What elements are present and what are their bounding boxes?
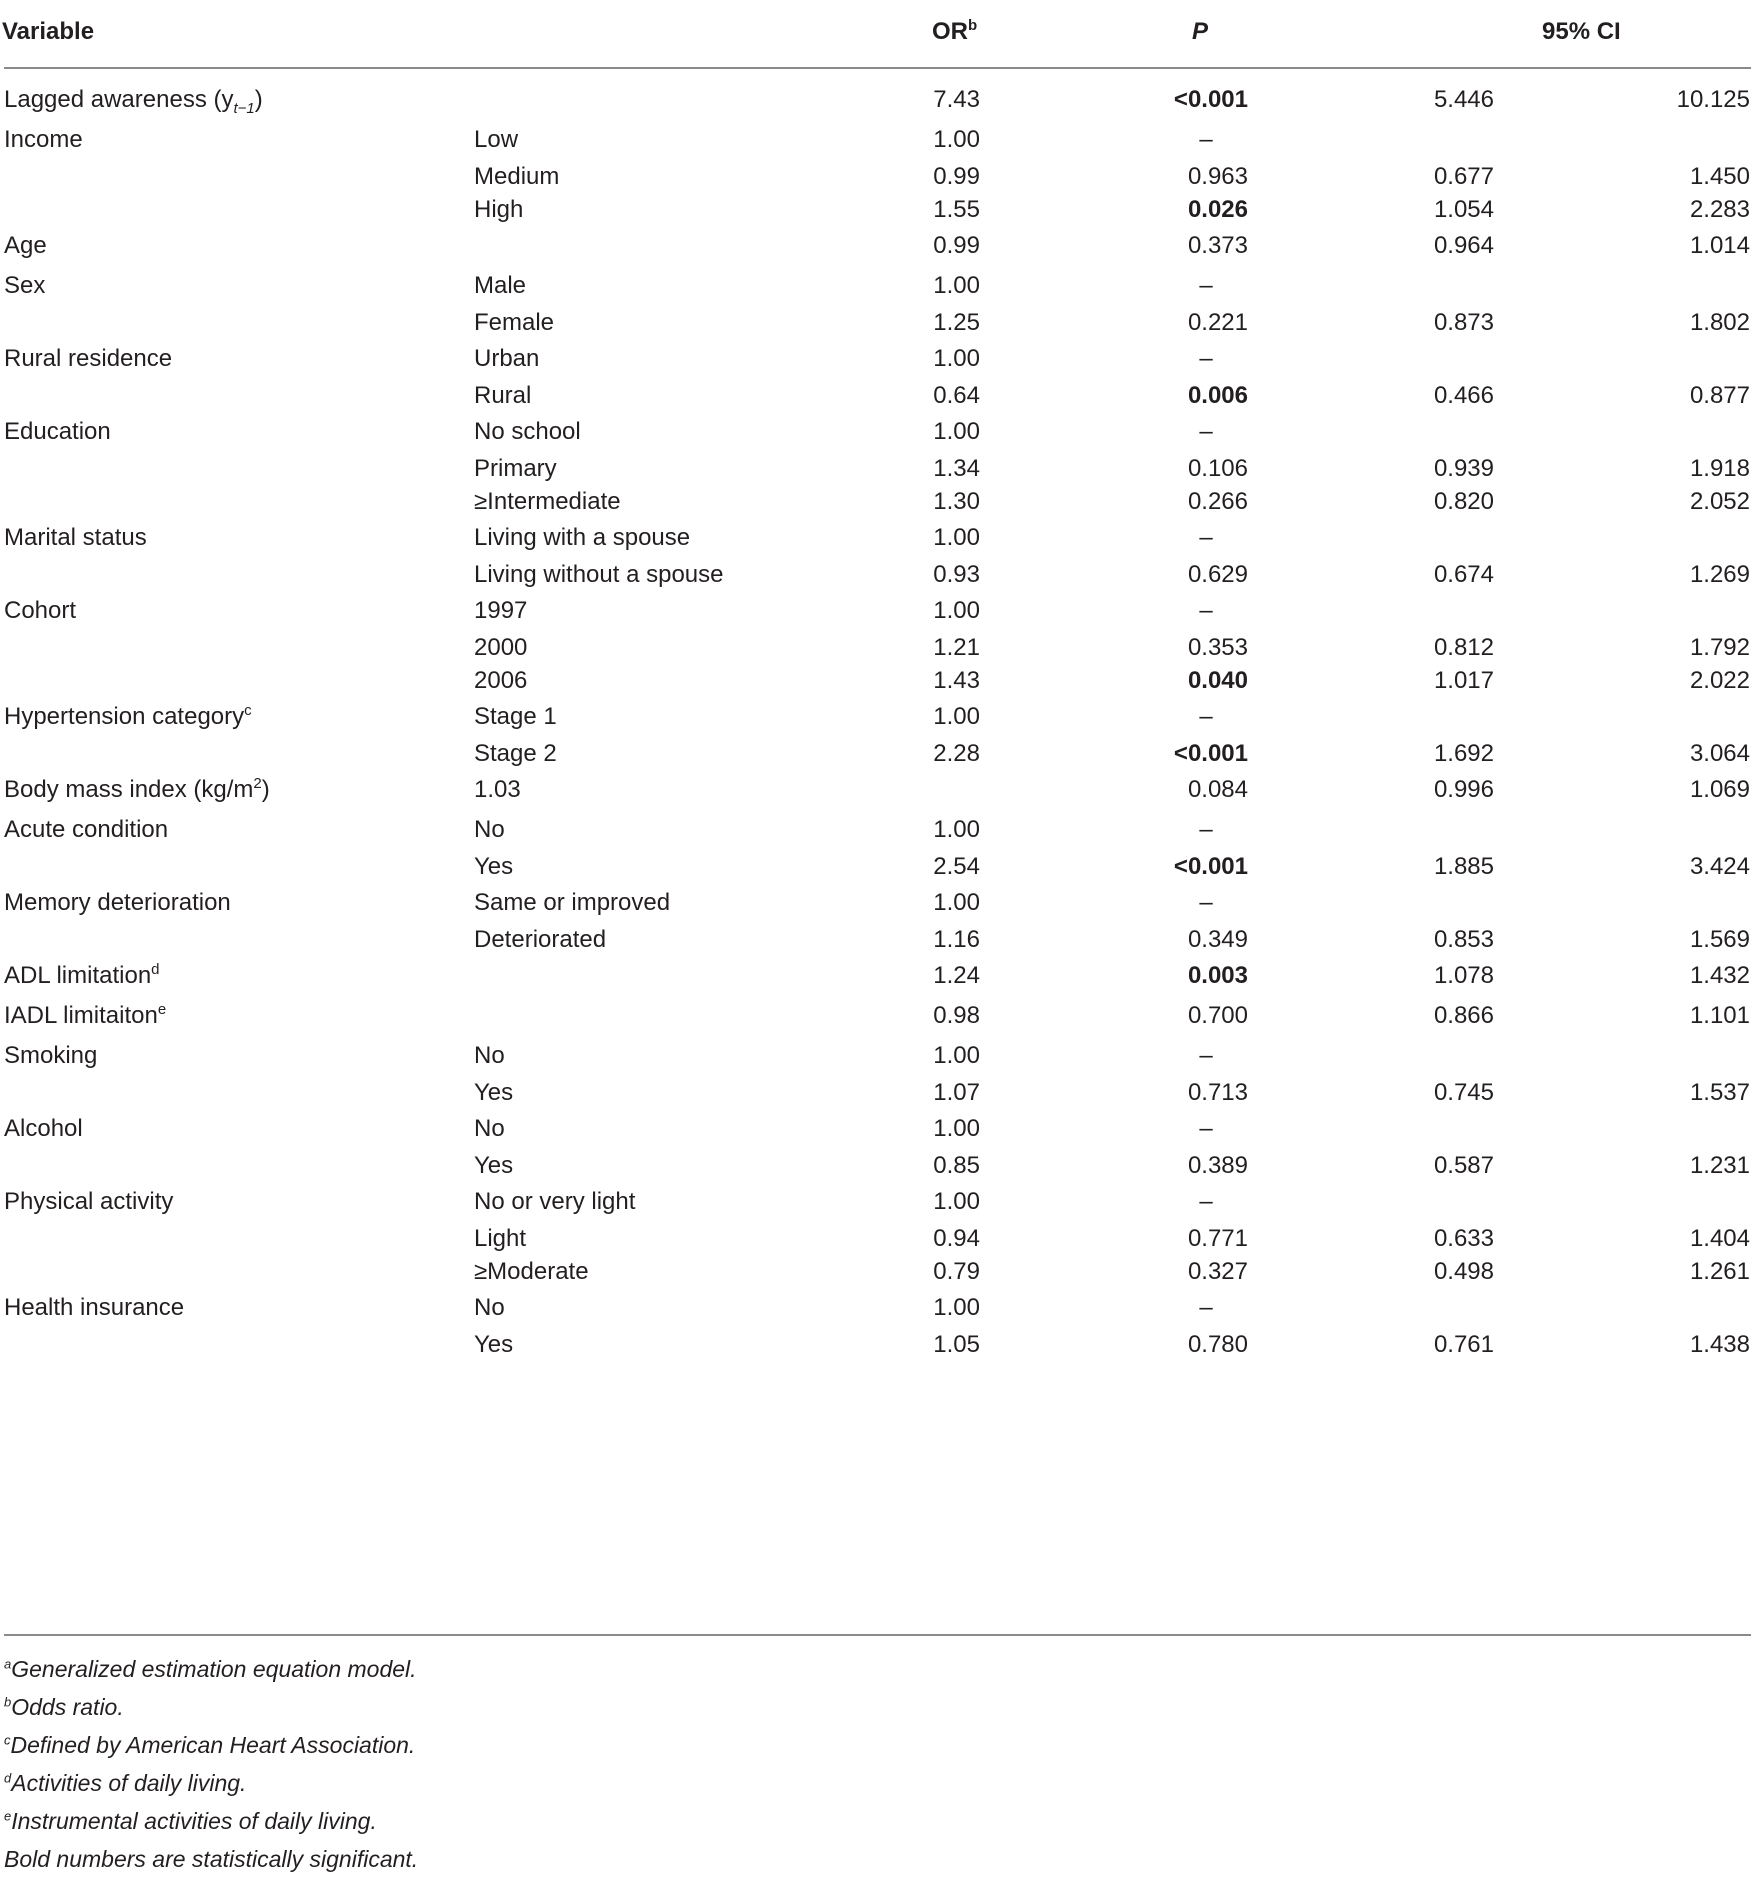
table-row [0, 1149, 1755, 1182]
cell-or: 1.21 [933, 634, 980, 661]
cell-level: 1997 [474, 597, 528, 624]
cell-or: 1.00 [933, 272, 980, 299]
table-row [0, 1328, 1755, 1361]
cell-or: 0.85 [933, 1152, 980, 1179]
cell-variable [4, 518, 147, 558]
cell-level: No [474, 816, 505, 843]
cell-level: Living with a spouse [474, 524, 691, 551]
cell-p: 0.003 [1187, 962, 1248, 989]
cell-level: Female [474, 309, 555, 336]
cell-or: 1.55 [933, 196, 980, 223]
variable-superscript: e [157, 1001, 167, 1018]
footnote-text: Instrumental activities of daily living. [11, 1808, 377, 1834]
cell-p: – [1199, 889, 1213, 916]
cell-ci-high: 1.432 [1689, 962, 1750, 989]
cell-or: 1.00 [933, 1115, 980, 1142]
variable-text: Education [4, 418, 111, 445]
cell-p: – [1199, 272, 1213, 299]
cell-ci-low: 0.820 [1433, 488, 1494, 515]
cell-ci-high: 1.231 [1689, 1152, 1750, 1179]
cell-p: – [1199, 1115, 1213, 1142]
footnote [4, 1764, 1744, 1802]
footnote [4, 1802, 1744, 1840]
table-row [0, 850, 1755, 883]
table-row [0, 452, 1755, 485]
cell-or: 1.00 [933, 816, 980, 843]
cell-or: 1.00 [933, 418, 980, 445]
cell-level: 2006 [474, 667, 528, 694]
cell-level: Medium [474, 163, 560, 190]
cell-level: No school [474, 418, 581, 445]
cell-ci-high: 3.424 [1689, 853, 1750, 880]
table-group [0, 80, 1755, 120]
cell-p: – [1199, 345, 1213, 372]
cell-variable [4, 339, 172, 379]
cell-or: 0.98 [933, 1002, 980, 1029]
cell-variable [4, 1109, 83, 1149]
cell-or: 1.00 [933, 1188, 980, 1215]
table-row [0, 518, 1755, 558]
cell-p: 0.780 [1187, 1331, 1248, 1358]
cell-level: Yes [474, 1152, 514, 1179]
cell-or: 1.00 [933, 126, 980, 153]
cell-or: 0.93 [933, 561, 980, 588]
table-row [0, 923, 1755, 956]
cell-p: 0.713 [1187, 1079, 1248, 1106]
cell-ci-low: 0.964 [1433, 232, 1494, 259]
cell-ci-high: 3.064 [1689, 740, 1750, 767]
cell-level: 2000 [474, 634, 528, 661]
cell-or: 1.00 [933, 889, 980, 916]
cell-or: 1.24 [933, 962, 980, 989]
variable-text: Lagged awareness (y [4, 86, 234, 113]
variable-text: Health insurance [4, 1294, 185, 1321]
cell-ci-low: 0.812 [1433, 634, 1494, 661]
cell-ci-high: 1.569 [1689, 926, 1750, 953]
table-row [0, 226, 1755, 266]
cell-level: Same or improved [474, 889, 671, 916]
table-group [0, 770, 1755, 810]
footnote-text: Activities of daily living. [11, 1770, 247, 1796]
footnote-mark: e [4, 1808, 12, 1824]
variable-superscript: 2 [253, 775, 262, 792]
cell-level: Yes [474, 1079, 514, 1106]
cell-variable [4, 996, 166, 1036]
cell-variable [4, 770, 270, 810]
cell-or: 2.28 [933, 740, 980, 767]
table-group [0, 518, 1755, 591]
cell-or: 1.25 [933, 309, 980, 336]
cell-ci-high: 1.450 [1689, 163, 1750, 190]
footnote [4, 1840, 1744, 1878]
cell-or: 0.79 [933, 1258, 980, 1285]
cell-p: – [1199, 126, 1213, 153]
cell-p: 0.327 [1187, 1258, 1248, 1285]
table-row [0, 485, 1755, 518]
cell-ci-high: 1.537 [1689, 1079, 1750, 1106]
cell-variable [4, 697, 252, 737]
cell-ci-high: 1.792 [1689, 634, 1750, 661]
table-row [0, 737, 1755, 770]
table-row [0, 120, 1755, 160]
cell-variable [4, 883, 231, 923]
table-row [0, 1182, 1755, 1222]
cell-or: 2.54 [933, 853, 980, 880]
cell-ci-low: 1.692 [1433, 740, 1494, 767]
cell-p: – [1199, 1042, 1213, 1069]
cell-p: 0.349 [1187, 926, 1248, 953]
table-body [0, 80, 1755, 1361]
variable-subscript: t−1 [233, 99, 255, 117]
cell-p: 0.771 [1187, 1225, 1248, 1252]
table-row [0, 1109, 1755, 1149]
cell-p: – [1199, 1188, 1213, 1215]
cell-or: 0.94 [933, 1225, 980, 1252]
variable-text: Rural residence [4, 345, 173, 372]
cell-variable [4, 591, 76, 631]
cell-level: ≥Intermediate [474, 488, 621, 515]
cell-or: 0.99 [933, 163, 980, 190]
cell-p: 0.040 [1187, 667, 1248, 694]
cell-level: No [474, 1294, 505, 1321]
variable-text: Memory deterioration [4, 889, 231, 916]
cell-level: Light [474, 1225, 527, 1252]
cell-level: No [474, 1042, 505, 1069]
variable-text: Physical activity [4, 1188, 174, 1215]
cell-variable [4, 810, 168, 850]
cell-or: 0.99 [933, 232, 980, 259]
footnote-text: Generalized estimation equation model. [11, 1656, 417, 1682]
footnote-mark: d [4, 1770, 12, 1786]
cell-p: – [1199, 418, 1213, 445]
footnotes [4, 1650, 1744, 1878]
cell-level: Stage 1 [474, 703, 557, 730]
variable-text: Hypertension category [4, 703, 245, 730]
table-row [0, 883, 1755, 923]
cell-p: <0.001 [1173, 740, 1248, 767]
cell-ci-high: 2.283 [1689, 196, 1750, 223]
cell-p: 0.963 [1187, 163, 1248, 190]
cell-ci-high: 2.022 [1689, 667, 1750, 694]
table-row [0, 631, 1755, 664]
cell-level: Urban [474, 345, 540, 372]
table-group [0, 996, 1755, 1036]
variable-text: Sex [4, 272, 46, 299]
table-row [0, 810, 1755, 850]
header-or-label: OR [932, 18, 968, 45]
footnote [4, 1688, 1744, 1726]
cell-ci-low: 0.745 [1433, 1079, 1494, 1106]
variable-tail: ) [254, 86, 263, 113]
cell-variable [4, 266, 45, 306]
cell-ci-high: 1.101 [1689, 1002, 1750, 1029]
cell-ci-high: 1.014 [1689, 232, 1750, 259]
variable-text: IADL limitaiton [4, 1002, 158, 1029]
footnote-mark: c [4, 1732, 11, 1748]
table-group [0, 1182, 1755, 1288]
variable-text: Income [4, 126, 83, 153]
variable-text: Cohort [4, 597, 77, 624]
cell-ci-low: 0.674 [1433, 561, 1494, 588]
cell-p: 0.266 [1187, 488, 1248, 515]
variable-text: ADL limitation [4, 962, 152, 989]
cell-p: 0.373 [1187, 232, 1248, 259]
cell-variable [4, 1288, 184, 1328]
cell-ci-low: 0.939 [1433, 455, 1494, 482]
table-row [0, 193, 1755, 226]
table-group [0, 1288, 1755, 1361]
table-row [0, 1036, 1755, 1076]
variable-superscript: d [151, 961, 160, 978]
variable-text: Marital status [4, 524, 147, 551]
cell-variable [4, 226, 47, 266]
cell-or: 1.16 [933, 926, 980, 953]
cell-level: 1.03 [474, 776, 521, 803]
footnote-mark: a [4, 1656, 12, 1672]
table-group [0, 120, 1755, 226]
table-row [0, 697, 1755, 737]
cell-p: – [1199, 703, 1213, 730]
cell-p: <0.001 [1173, 853, 1248, 880]
cell-ci-low: 0.996 [1433, 776, 1494, 803]
table-row [0, 664, 1755, 697]
cell-or: 1.30 [933, 488, 980, 515]
footnote-mark: b [4, 1694, 12, 1710]
cell-p: 0.353 [1187, 634, 1248, 661]
cell-variable [4, 1036, 97, 1076]
cell-level: Low [474, 126, 519, 153]
cell-ci-low: 0.677 [1433, 163, 1494, 190]
table-group [0, 697, 1755, 770]
table-row [0, 558, 1755, 591]
cell-p: – [1199, 597, 1213, 624]
cell-p: – [1199, 1294, 1213, 1321]
cell-level: Living without a spouse [474, 561, 724, 588]
table-row [0, 1255, 1755, 1288]
cell-ci-high: 1.438 [1689, 1331, 1750, 1358]
cell-ci-low: 1.078 [1433, 962, 1494, 989]
cell-level: Deteriorated [474, 926, 607, 953]
cell-ci-low: 1.885 [1433, 853, 1494, 880]
cell-or: 1.07 [933, 1079, 980, 1106]
cell-p: – [1199, 524, 1213, 551]
table-group [0, 883, 1755, 956]
cell-variable [4, 956, 160, 996]
table-group [0, 956, 1755, 996]
cell-p: 0.221 [1187, 309, 1248, 336]
cell-or: 1.00 [933, 1042, 980, 1069]
cell-ci-high: 1.269 [1689, 561, 1750, 588]
cell-or: 0.64 [933, 382, 980, 409]
table-group [0, 339, 1755, 412]
cell-p: 0.026 [1187, 196, 1248, 223]
table-row [0, 160, 1755, 193]
cell-ci-low: 0.853 [1433, 926, 1494, 953]
header-or-footnote-mark: b [968, 17, 978, 34]
cell-ci-high: 1.069 [1689, 776, 1750, 803]
header-ci: 95% CI [1542, 18, 1621, 45]
table-row [0, 956, 1755, 996]
cell-p: 0.106 [1187, 455, 1248, 482]
footnote [4, 1726, 1744, 1764]
cell-variable [4, 412, 111, 452]
cell-level: Yes [474, 853, 514, 880]
cell-variable [4, 1182, 173, 1222]
cell-ci-low: 0.587 [1433, 1152, 1494, 1179]
header-variable: Variable [2, 18, 95, 45]
cell-or: 1.05 [933, 1331, 980, 1358]
cell-or: 1.00 [933, 524, 980, 551]
cell-level: High [474, 196, 524, 223]
variable-text: Smoking [4, 1042, 98, 1069]
table-row [0, 266, 1755, 306]
table-row [0, 1076, 1755, 1109]
cell-p: 0.084 [1187, 776, 1248, 803]
table-group [0, 810, 1755, 883]
cell-p: – [1199, 816, 1213, 843]
table-row [0, 591, 1755, 631]
variable-superscript: c [244, 702, 252, 719]
table-group [0, 1036, 1755, 1109]
bottom-rule [4, 1634, 1751, 1636]
table-row [0, 80, 1755, 120]
table-row [0, 412, 1755, 452]
cell-ci-high: 0.877 [1689, 382, 1750, 409]
cell-level: Primary [474, 455, 557, 482]
table-group [0, 266, 1755, 339]
cell-ci-low: 5.446 [1433, 86, 1494, 113]
cell-ci-low: 0.498 [1433, 1258, 1494, 1285]
table-group [0, 1109, 1755, 1182]
header-p: P [1192, 18, 1209, 45]
cell-or: 1.43 [933, 667, 980, 694]
table-row [0, 1222, 1755, 1255]
cell-level: No [474, 1115, 505, 1142]
variable-text: Age [4, 232, 47, 259]
table-row [0, 306, 1755, 339]
cell-level: Male [474, 272, 527, 299]
table-row [0, 339, 1755, 379]
cell-ci-low: 0.761 [1433, 1331, 1494, 1358]
cell-ci-high: 1.918 [1689, 455, 1750, 482]
table-group [0, 591, 1755, 697]
cell-or: 1.34 [933, 455, 980, 482]
cell-or: 7.43 [933, 86, 980, 113]
header-or [932, 16, 977, 48]
cell-p: <0.001 [1173, 86, 1248, 113]
cell-or: 1.00 [933, 1294, 980, 1321]
cell-ci-low: 1.017 [1433, 667, 1494, 694]
cell-ci-low: 0.633 [1433, 1225, 1494, 1252]
cell-ci-high: 10.125 [1676, 86, 1750, 113]
footnote-text: Odds ratio. [11, 1694, 124, 1720]
cell-p: 0.389 [1187, 1152, 1248, 1179]
cell-p: 0.700 [1187, 1002, 1248, 1029]
table-group [0, 226, 1755, 266]
cell-ci-high: 2.052 [1689, 488, 1750, 515]
cell-level: ≥Moderate [474, 1258, 589, 1285]
cell-level: No or very light [474, 1188, 636, 1215]
table-group [0, 412, 1755, 518]
variable-text: Body mass index (kg/m [4, 776, 254, 803]
cell-or: 1.00 [933, 703, 980, 730]
cell-ci-high: 1.261 [1689, 1258, 1750, 1285]
cell-ci-low: 0.866 [1433, 1002, 1494, 1029]
cell-ci-high: 1.404 [1689, 1225, 1750, 1252]
variable-tail: ) [261, 776, 270, 803]
cell-variable [4, 80, 263, 120]
cell-p: 0.629 [1187, 561, 1248, 588]
table-row [0, 996, 1755, 1036]
variable-text: Alcohol [4, 1115, 83, 1142]
cell-level: Stage 2 [474, 740, 557, 767]
footnote-text: Defined by American Heart Association. [10, 1732, 416, 1758]
cell-level: Rural [474, 382, 532, 409]
cell-level: Yes [474, 1331, 514, 1358]
cell-or: 1.00 [933, 345, 980, 372]
cell-ci-low: 0.873 [1433, 309, 1494, 336]
table-row [0, 1288, 1755, 1328]
cell-ci-low: 1.054 [1433, 196, 1494, 223]
cell-ci-low: 0.466 [1433, 382, 1494, 409]
table-row [0, 379, 1755, 412]
header-rule [4, 67, 1751, 69]
table-header [0, 0, 1755, 68]
cell-ci-high: 1.802 [1689, 309, 1750, 336]
cell-variable [4, 120, 83, 160]
table-row [0, 770, 1755, 810]
footnote [4, 1650, 1744, 1688]
cell-p: 0.006 [1187, 382, 1248, 409]
footnote-text: Bold numbers are statistically significant. [4, 1846, 419, 1872]
variable-text: Acute condition [4, 816, 169, 843]
cell-or: 1.00 [933, 597, 980, 624]
